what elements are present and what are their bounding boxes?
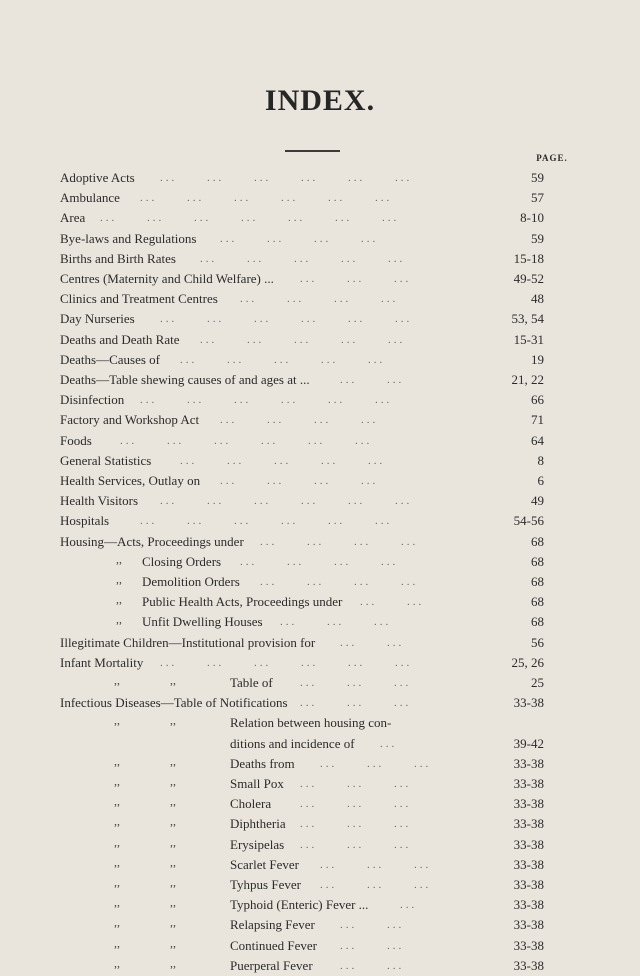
index-entry [0, 673, 640, 693]
index-entry [0, 693, 640, 713]
entry-page: 33-38 [513, 816, 544, 832]
entry-page: 33-38 [513, 856, 544, 872]
entry-text: Infectious Diseases—Table of Notifications [60, 695, 288, 711]
leader-dots: ... ... ... ... ... [200, 333, 406, 346]
index-entry [0, 471, 640, 491]
entry-text: Public Health Acts, Proceedings under [142, 594, 343, 610]
leader-dots: ... ... [360, 596, 425, 609]
index-entry [0, 269, 640, 289]
ditto-mark: ,, [114, 753, 120, 768]
ditto-mark: ,, [116, 572, 122, 586]
index-entry [0, 835, 640, 855]
index-entry [0, 713, 640, 733]
leader-dots: ... [380, 737, 398, 750]
leader-dots: ... ... ... ... ... ... [160, 495, 413, 508]
leader-dots: ... ... ... ... ... ... [120, 434, 373, 447]
leader-dots: ... ... ... ... ... [200, 252, 406, 265]
leader-dots: ... ... [340, 959, 405, 972]
entry-text: Typhoid (Enteric) Fever ... [230, 897, 369, 913]
leader-dots: ... ... ... ... ... [180, 454, 386, 467]
leader-dots: ... ... ... ... [220, 414, 379, 427]
index-entry [0, 410, 640, 430]
ditto-mark: ,, [114, 794, 120, 809]
ditto-mark: ,, [170, 834, 176, 849]
entry-text: Deaths and Death Rate [60, 331, 180, 347]
entry-text: Disinfection [60, 392, 125, 408]
index-entry [0, 370, 640, 390]
entry-page: 49 [531, 493, 544, 509]
entry-page: 8 [537, 452, 544, 468]
entry-text: Closing Orders [142, 553, 222, 569]
entry-text: Deaths—Causes of [60, 351, 161, 367]
entry-page: 39-42 [513, 735, 544, 751]
entry-page: 15-18 [513, 250, 544, 266]
page-column-header: PAGE. [536, 153, 568, 163]
leader-dots: ... ... ... [300, 838, 412, 851]
index-entry [0, 229, 640, 249]
index-entry [0, 572, 640, 592]
entry-text: Continued Fever [230, 937, 318, 953]
entry-page: 33-38 [513, 917, 544, 933]
index-entry [0, 390, 640, 410]
index-entry [0, 330, 640, 350]
index-entry [0, 915, 640, 935]
entry-text: Infant Mortality [60, 654, 144, 670]
ditto-mark: ,, [170, 915, 176, 930]
entry-page: 21, 22 [511, 372, 544, 387]
ditto-mark: ,, [114, 774, 120, 788]
title-rule [285, 150, 340, 152]
leader-dots: ... ... ... ... ... ... [160, 313, 413, 326]
entry-page: 59 [531, 170, 544, 185]
entry-page: 6 [537, 473, 544, 488]
ditto-mark: ,, [170, 895, 176, 910]
entry-page: 33-38 [513, 877, 544, 892]
entry-text: Ambulance [60, 190, 120, 206]
entry-text: Area [60, 210, 86, 226]
index-entry [0, 208, 640, 228]
entry-text: Illegitimate Children—Institutional provision for [60, 634, 316, 650]
index-entry [0, 875, 640, 895]
ditto-mark: ,, [170, 814, 176, 829]
leader-dots: ... ... [340, 374, 405, 386]
ditto-mark: ,, [114, 935, 120, 950]
index-entry [0, 633, 640, 653]
leader-dots: ... ... ... ... [260, 535, 419, 548]
ditto-mark: ,, [170, 673, 176, 687]
entry-page: 33-38 [513, 897, 544, 913]
index-entry [0, 653, 640, 673]
entry-text: Diphtheria [230, 816, 286, 832]
leader-dots: ... ... ... [280, 616, 392, 629]
leader-dots: ... ... [340, 919, 405, 932]
entry-text: Erysipelas [230, 836, 285, 852]
index-entry [0, 734, 640, 754]
entry-text: Table of [230, 675, 273, 690]
index-entry [0, 774, 640, 794]
index-entry [0, 511, 640, 531]
entry-page: 59 [531, 230, 544, 246]
entry-page: 33-38 [513, 836, 544, 852]
entry-text: Hospitals [60, 513, 110, 529]
ditto-mark: ,, [170, 935, 176, 950]
index-entry [0, 936, 640, 956]
entry-page: 54-56 [513, 513, 544, 529]
ditto-mark: ,, [114, 875, 120, 889]
leader-dots: ... ... ... ... ... [180, 353, 386, 366]
entry-page: 56 [531, 634, 544, 650]
index-entry [0, 855, 640, 875]
entry-text: Foods [60, 432, 92, 448]
entry-text: Puerperal Fever [230, 957, 313, 973]
ditto-mark: ,, [114, 854, 120, 869]
entry-page: 33-38 [513, 957, 544, 973]
entry-text: Centres (Maternity and Child Welfare) ... [60, 271, 274, 286]
entry-text: Scarlet Fever [230, 856, 299, 872]
entry-page: 66 [531, 392, 544, 408]
leader-dots: ... ... ... [320, 879, 432, 891]
entry-text: Unfit Dwelling Houses [142, 614, 263, 630]
leader-dots: ... ... ... [300, 273, 412, 285]
index-entry [0, 794, 640, 814]
leader-dots: ... ... ... ... ... ... [140, 515, 393, 528]
index-entry [0, 491, 640, 511]
ditto-mark: ,, [114, 915, 120, 930]
leader-dots: ... ... ... [320, 757, 432, 770]
entry-page: 53, 54 [511, 311, 544, 327]
entry-text: Deaths—Table shewing causes of and ages at ... [60, 372, 310, 387]
index-entry [0, 895, 640, 915]
leader-dots: ... ... ... ... [260, 576, 419, 588]
ditto-mark: ,, [170, 875, 176, 889]
ditto-mark: ,, [170, 753, 176, 768]
entry-text: Relapsing Fever [230, 917, 315, 933]
leader-dots: ... ... ... ... ... ... ... [100, 212, 400, 225]
index-entry [0, 289, 640, 309]
leader-dots: ... ... ... [320, 858, 432, 871]
entry-page: 33-38 [513, 776, 544, 791]
entry-page: 8-10 [520, 210, 544, 226]
entry-text: Housing—Acts, Proceedings under [60, 533, 244, 549]
index-entry [0, 431, 640, 451]
leader-dots: ... ... ... [300, 677, 412, 689]
ditto-mark: ,, [116, 592, 122, 607]
entry-text: ditions and incidence of [230, 735, 355, 751]
entry-text: Clinics and Treatment Centres [60, 291, 218, 307]
index-entry [0, 814, 640, 834]
ditto-mark: ,, [170, 713, 176, 728]
ditto-mark: ,, [114, 713, 120, 728]
leader-dots: ... ... ... ... [220, 232, 379, 245]
ditto-mark: ,, [170, 854, 176, 869]
index-entry [0, 249, 640, 269]
entry-page: 48 [531, 291, 544, 307]
leader-dots: ... ... ... ... ... ... [160, 656, 413, 669]
ditto-mark: ,, [170, 955, 176, 970]
leader-dots: ... ... ... ... ... ... [160, 172, 413, 184]
ditto-mark: ,, [114, 814, 120, 829]
leader-dots: ... ... [340, 636, 405, 649]
ditto-mark: ,, [170, 794, 176, 809]
leader-dots: ... ... ... ... ... ... [140, 192, 393, 205]
entry-text: Health Services, Outlay on [60, 473, 201, 488]
entry-page: 68 [531, 574, 544, 589]
entry-page: 33-38 [513, 755, 544, 771]
ditto-mark: ,, [114, 673, 120, 687]
index-entry [0, 309, 640, 329]
entry-text: Births and Birth Rates [60, 250, 176, 266]
entry-text: Demolition Orders [142, 574, 240, 589]
ditto-mark: ,, [116, 551, 122, 566]
index-entry [0, 754, 640, 774]
entry-page: 68 [531, 533, 544, 549]
entry-text: Relation between housing con- [230, 715, 392, 731]
leader-dots: ... ... ... [300, 818, 412, 831]
entry-page: 33-38 [513, 937, 544, 953]
entry-page: 33-38 [513, 695, 544, 711]
entry-text: Adoptive Acts [60, 170, 135, 185]
index-entry [0, 451, 640, 471]
entry-text: Bye-laws and Regulations [60, 230, 197, 246]
entry-page: 71 [531, 412, 544, 428]
leader-dots: ... [400, 899, 418, 912]
leader-dots: ... ... ... [300, 697, 412, 710]
entry-page: 33-38 [513, 796, 544, 812]
index-entry [0, 188, 640, 208]
leader-dots: ... ... ... ... [240, 555, 399, 568]
leader-dots: ... ... ... ... [240, 293, 399, 306]
entry-text: Deaths from [230, 755, 295, 771]
entry-page: 68 [531, 553, 544, 569]
index-entry [0, 350, 640, 370]
entry-page: 15-31 [513, 331, 544, 347]
index-entry [0, 532, 640, 552]
page-title: INDEX. [264, 84, 376, 117]
entry-text: Day Nurseries [60, 311, 135, 327]
index-entry [0, 168, 640, 188]
entry-page: 57 [531, 190, 544, 206]
leader-dots: ... ... ... ... ... ... [140, 394, 393, 407]
entry-page: 64 [531, 432, 544, 448]
ditto-mark: ,, [114, 895, 120, 910]
entry-page: 49-52 [513, 271, 544, 286]
index-entry [0, 552, 640, 572]
leader-dots: ... ... ... [300, 798, 412, 811]
leader-dots: ... ... ... [300, 778, 412, 790]
entry-page: 19 [531, 351, 544, 367]
leader-dots: ... ... [340, 939, 405, 952]
ditto-mark: ,, [116, 612, 122, 627]
entry-page: 68 [531, 594, 544, 610]
index-entry [0, 612, 640, 632]
entry-text: Health Visitors [60, 493, 139, 509]
ditto-mark: ,, [170, 774, 176, 788]
index-entry [0, 592, 640, 612]
entry-text: General Statistics [60, 452, 152, 468]
entry-page: 25, 26 [511, 654, 544, 670]
entry-page: 25 [531, 675, 544, 690]
ditto-mark: ,, [114, 834, 120, 849]
leader-dots: ... ... ... ... [220, 475, 379, 487]
entry-text: Cholera [230, 796, 272, 812]
entry-text: Small Pox [230, 776, 284, 791]
entry-text: Tyhpus Fever [230, 877, 301, 892]
ditto-mark: ,, [114, 955, 120, 970]
entry-text: Factory and Workshop Act [60, 412, 200, 428]
entry-page: 68 [531, 614, 544, 630]
